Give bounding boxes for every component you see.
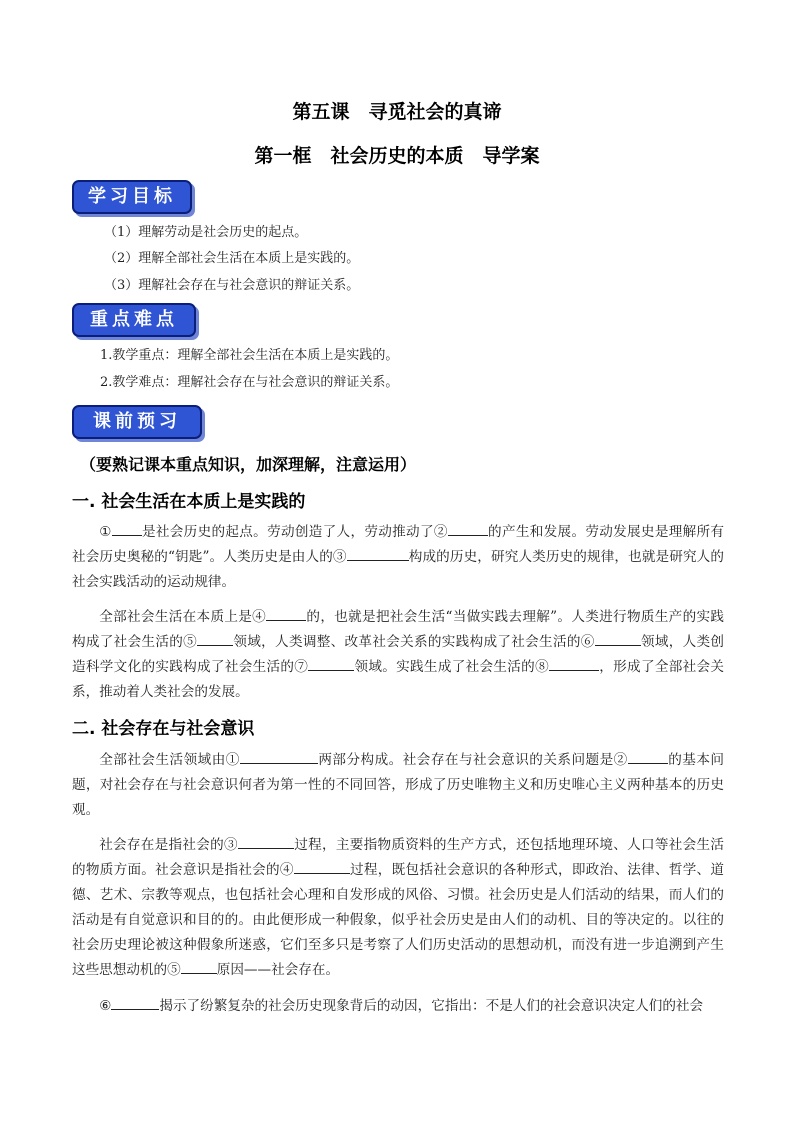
goal-item: （1）理解劳动是社会历史的起点。 [104,225,308,240]
fill-blank[interactable] [595,645,641,646]
paragraph: 全部社会生活领域由① 两部分构成。社会存在与社会意识的关系问题是② 的基本问题，对社会存在与社会意识何者为第一性的不同回答，形成了历史唯物主义和历史唯心主义两种基本的历史观。 [72,752,725,818]
fill-blank[interactable] [112,535,142,536]
fill-blank[interactable] [240,763,318,764]
key-points-badge: 重点难点 [72,303,196,337]
preview-hint: （要熟记课本重点知识，加深理解，注意运用） [80,455,417,474]
fill-blank[interactable] [549,670,599,671]
goal-item: （2）理解全部社会生活在本质上是实践的。 [104,251,360,266]
key-point-item: 2.教学难点：理解社会存在与社会意识的辩证关系。 [100,375,399,390]
fill-blank[interactable] [197,645,233,646]
fill-blank[interactable] [308,670,354,671]
fill-blank[interactable] [448,535,488,536]
lesson-title: 第五课 寻觅社会的真谛 [292,101,502,123]
key-point-item: 1.教学重点：理解全部社会生活在本质上是实践的。 [100,348,399,363]
section-heading: 二. 社会存在与社会意识 [72,719,255,739]
fill-blank[interactable] [628,763,668,764]
section-heading: 一. 社会生活在本质上是实践的 [72,492,306,512]
paragraph: 全部社会生活在本质上是④ 的，也就是把社会生活“当做实践去理解”。人类进行物质生产的实践构成了社会生活的⑤ 领域，人类调整、改革社会关系的实践构成了社会生活的⑥ 领域，人类创造科学文化的实践构成了社会生活的⑦ 领域。实践生成了社会生活的⑧ ，形成了全部社会关系，推动着人类社会的发展。 [72,609,725,700]
fill-blank[interactable] [266,620,306,621]
section-title: 第一框 社会历史的本质 导学案 [254,145,540,167]
fill-blank[interactable] [181,973,217,974]
fill-blank[interactable] [111,1009,159,1010]
paragraph: 社会存在是指社会的③ 过程，主要指物质资料的生产方式，还包括地理环境、人口等社会生活的物质方面。社会意识是指社会的④ 过程，既包括社会意识的各种形式，即政治、法律、哲学、道德、艺术、宗教等观点，也包括社会心理和自发形成的风俗、习惯。社会历史是人们活动的结果，而人们的活动是有自觉意识和目的的。由此便形成一种假象，似乎社会历史是由人们的动机、目的等决定的。以往的社会历史理论被这种假象所迷惑，它们至多只是考察了人们历史活动的思想动机，而没有进一步追溯到产生这些思想动机的⑤ 原因——社会存在。 [72,837,725,978]
fill-blank[interactable] [238,848,294,849]
preview-badge: 课前预习 [72,405,202,439]
paragraph: ⑥ 揭示了纷繁复杂的社会历史现象背后的动因，它指出：不是人们的社会意识决定人们的社会 [99,998,704,1014]
fill-blank[interactable] [294,873,350,874]
goal-item: （3）理解社会存在与社会意识的辩证关系。 [104,278,360,293]
fill-blank[interactable] [347,560,409,561]
learning-goals-badge: 学习目标 [72,180,192,214]
paragraph: ① 是社会历史的起点。劳动创造了人，劳动推动了② 的产生和发展。劳动发展史是理解所有社会历史奥秘的“钥匙”。人类历史是由人的③ 构成的历史，研究人类历史的规律，也就是研究人的社会实践活动的运动规律。 [72,524,725,590]
